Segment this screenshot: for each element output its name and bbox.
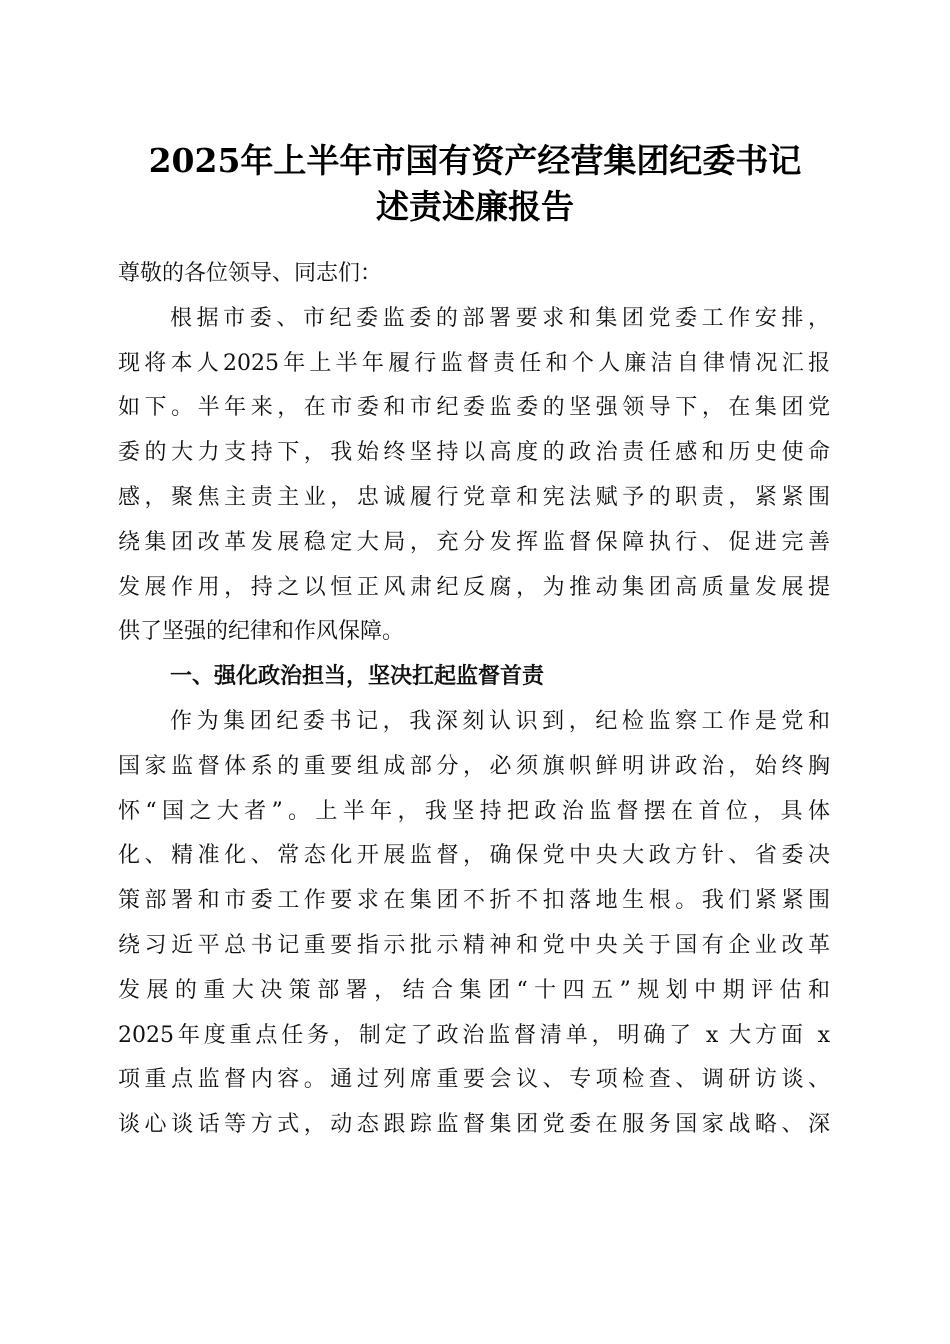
paragraph-1-line: 感，聚焦主责主业，忠诚履行党章和宪法赋予的职责，紧紧围 bbox=[118, 484, 830, 510]
paragraph-2-line: 化、精准化、常态化开展监督，确保党中央大政方针、省委决 bbox=[118, 843, 830, 869]
paragraph-1-line: 绕集团改革发展稳定大局，充分发挥监督保障执行、促进完善 bbox=[118, 529, 830, 555]
title-line-2: 述责述廉报告 bbox=[376, 187, 574, 226]
paragraph-2-line: 策部署和市委工作要求在集团不折不扣落地生根。我们紧紧围 bbox=[118, 888, 830, 914]
paragraph-1-line: 发展作用，持之以恒正风肃纪反腐，为推动集团高质量发展提 bbox=[118, 574, 830, 600]
section-1-heading: 一、强化政治担当，坚决扛起监督首责 bbox=[170, 664, 545, 690]
paragraph-1-line: 供了坚强的纪律和作风保障。 bbox=[118, 619, 405, 645]
document-title bbox=[0, 138, 950, 230]
paragraph-1-line: 现将本人2025年上半年履行监督责任和个人廉洁自律情况汇报 bbox=[118, 350, 830, 376]
title-line-1: 2025年上半年市国有资产经营集团纪委书记 bbox=[148, 141, 802, 180]
paragraph-2-line: 项重点监督内容。通过列席重要会议、专项检查、调研访谈、 bbox=[118, 1067, 830, 1093]
paragraph-2-line: 谈心谈话等方式，动态跟踪监督集团党委在服务国家战略、深 bbox=[118, 1112, 830, 1138]
salutation: 尊敬的各位领导、同志们： bbox=[118, 261, 383, 286]
paragraph-2-line: 怀“国之大者”。上半年，我坚持把政治监督摆在首位，具体 bbox=[118, 798, 830, 824]
paragraph-2-line: 国家监督体系的重要组成部分，必须旗帜鲜明讲政治，始终胸 bbox=[118, 753, 830, 779]
paragraph-2-line: 发展的重大决策部署，结合集团“十四五”规划中期评估和 bbox=[118, 977, 830, 1003]
paragraph-2-line: 作为集团纪委书记，我深刻认识到，纪检监察工作是党和 bbox=[170, 708, 830, 734]
paragraph-1-line: 如下。半年来，在市委和市纪委监委的坚强领导下，在集团党 bbox=[118, 395, 830, 421]
paragraph-2-line: 绕习近平总书记重要指示批示精神和党中央关于国有企业改革 bbox=[118, 932, 830, 958]
paragraph-2-line: 2025年度重点任务，制定了政治监督清单，明确了 x 大方面 x bbox=[118, 1022, 830, 1048]
paragraph-1-line: 委的大力支持下，我始终坚持以高度的政治责任感和历史使命 bbox=[118, 440, 830, 466]
document-body bbox=[118, 252, 830, 1148]
paragraph-1-line: 根据市委、市纪委监委的部署要求和集团党委工作安排， bbox=[170, 305, 830, 331]
